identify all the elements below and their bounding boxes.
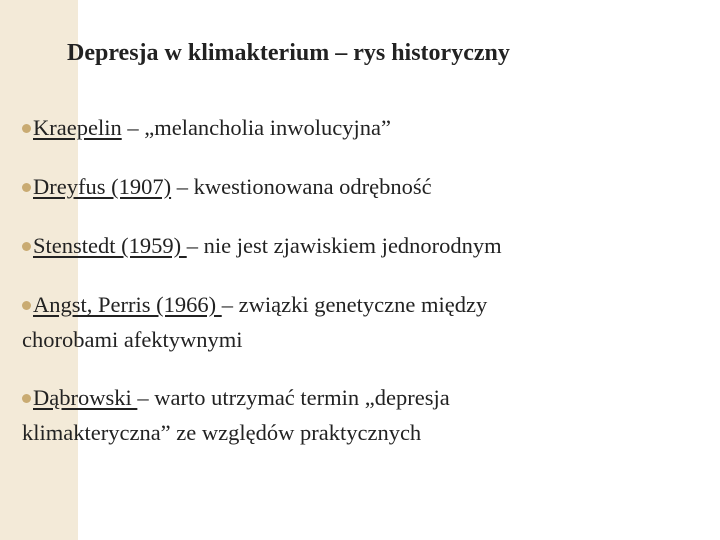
bullet-dot-icon (22, 242, 31, 251)
bullet-text: – kwestionowana odrębność (171, 174, 432, 199)
bullet-text: – „melancholia inwolucyjna” (121, 115, 391, 140)
bullet-author: Stenstedt (1959) (33, 233, 187, 258)
bullet-item-angst-perris (22, 287, 702, 357)
bullet-author: Kraepelin (33, 115, 122, 140)
bullet-dot-icon (22, 394, 31, 403)
slide-title: Depresja w klimakterium – rys historyczny (67, 40, 510, 66)
bullet-author: Dąbrowski (33, 385, 138, 410)
bullet-text: – nie jest zjawiskiem jednorodnym (186, 233, 502, 258)
bullet-text-continuation: klimakteryczna” ze względów praktycznych (22, 420, 422, 445)
bullet-item-dabrowski (22, 380, 702, 450)
bullet-text: – związki genetyczne między (221, 292, 488, 317)
bullet-dot-icon (22, 124, 31, 133)
bullet-text-continuation: chorobami afektywnymi (22, 327, 243, 352)
bullet-author: Angst, Perris (1966) (33, 292, 222, 317)
bullet-dot-icon (22, 183, 31, 192)
bullet-item-stenstedt (22, 227, 702, 264)
decorative-side-band (0, 0, 78, 540)
bullet-item-kraepelin (22, 109, 702, 146)
bullet-author: Dreyfus (1907) (33, 174, 172, 199)
bullet-dot-icon (22, 301, 31, 310)
bullet-text: – warto utrzymać termin „depresja (137, 385, 450, 410)
bullet-item-dreyfus (22, 168, 702, 205)
